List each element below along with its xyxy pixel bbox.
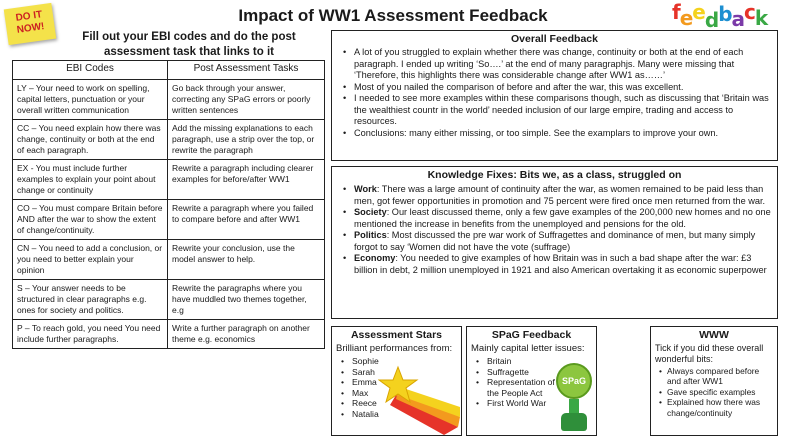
knowledge-fix-label: Politics (354, 230, 387, 240)
assessment-stars-box (331, 326, 462, 436)
knowledge-fix-item (354, 207, 771, 230)
www-item: • Gave specific examples (667, 387, 773, 397)
knowledge-fix-item (354, 253, 771, 276)
post-task-cell: Rewrite your conclusion, use the model answer to help. (168, 240, 325, 280)
list-item: • Conclusions: many either missing, or too simple. See the examplars to improve your own. (354, 128, 771, 140)
ebi-code-cell: EX - You must include further examples to explain your point about change or continuity (13, 160, 168, 200)
ebi-code-cell: S – Your answer needs to be structured in clear paragraphs e.g. ones for society and politics. (13, 280, 168, 320)
post-task-cell: Rewrite a paragraph including clearer examples for before/after WW1 (168, 160, 325, 200)
spag-item: • Suffragette (487, 367, 559, 378)
table-row (13, 240, 325, 280)
spag-item: • First World War (487, 398, 559, 409)
spag-stamp-label: SPaG (556, 363, 592, 399)
spag-items-list (471, 356, 559, 409)
knowledge-fix-item (354, 230, 771, 253)
www-subheading: Tick if you did these overall wonderful bits: (655, 343, 764, 364)
post-task-cell: Add the missing explanations to each paragraph, use a strip over the top, or rewrite the paragraph (168, 120, 325, 160)
knowledge-fixes-heading: Knowledge Fixes: Bits we, as a class, struggled on (427, 169, 682, 181)
column-header-ebi-codes: EBI Codes (13, 61, 168, 80)
spag-stamp-icon (555, 363, 593, 433)
star-name: • Emma (352, 377, 457, 388)
post-task-cell: Go back through your answer, correcting any SPaG errors or poorly written sentences (168, 80, 325, 120)
column-header-post-tasks: Post Assessment Tasks (168, 61, 325, 80)
knowledge-fixes-list (338, 184, 771, 276)
overall-feedback-box (331, 30, 778, 161)
spag-feedback-heading: SPaG Feedback (491, 329, 572, 341)
spag-item: • Representation of the People Act (487, 377, 559, 398)
table-row (13, 200, 325, 240)
table-row (13, 160, 325, 200)
www-item: • Explained how there was change/continuity (667, 397, 773, 418)
knowledge-fix-text: : Most discussed the pre war work of Suffragettes and dominance of men, but many simply forgot to say ‘Women did not have the vote (suffrage) (354, 230, 756, 252)
star-name: • Max (352, 388, 457, 399)
list-item: • A lot of you struggled to explain whether there was change, continuity or both at the end of each paragraph. I ended up writing ‘So….’ at the end of many paragraphjs. Many were missing that ‘Therefore, this highlights there was considerable change after WW1 as……’ (354, 47, 771, 82)
table-row (13, 320, 325, 349)
page-title: Impact of WW1 Assessment Feedback (238, 6, 548, 25)
knowledge-fix-label: Economy (354, 253, 396, 263)
assessment-stars-heading: Assessment Stars (350, 329, 443, 341)
star-name: • Sarah (352, 367, 457, 378)
ebi-code-cell: CN – You need to add a conclusion, or you need to better explain your opinion (13, 240, 168, 280)
spag-feedback-subheading: Mainly capital letter issues: (471, 343, 585, 354)
knowledge-fix-text: : There was a large amount of continuity after the war, as women remained to be paid less than men, got fewer opportunities in promotion and 75 percent were fired once men returned from the war. (354, 184, 766, 206)
ebi-code-cell: CO – You must compare Britain before AND after the war to show the extent of change/continuity. (13, 200, 168, 240)
www-box (650, 326, 778, 436)
sticky-note-text: DO IT NOW! (14, 9, 46, 36)
ebi-code-cell: LY – Your need to work on spelling, capital letters, punctuation or your overall written communication (13, 80, 168, 120)
feedback-logo: feedback (672, 0, 768, 32)
ebi-code-cell: P – To reach gold, you need You need include further paragraphs. (13, 320, 168, 349)
knowledge-fixes-box (331, 166, 778, 319)
post-task-cell: Write a further paragraph on another theme e.g. economics (168, 320, 325, 349)
star-name: • Sophie (352, 356, 457, 367)
www-items-list (655, 366, 773, 418)
overall-feedback-list (338, 47, 771, 139)
post-task-cell: Rewrite the paragraphs where you have muddled two themes together, e.g (168, 280, 325, 320)
list-item: • Most of you nailed the comparison of before and after the war, this was excellent. (354, 82, 771, 94)
overall-feedback-heading: Overall Feedback (511, 33, 598, 45)
table-header-row (13, 61, 325, 80)
spag-item: • Britain (487, 356, 559, 367)
shooting-star-icon (378, 365, 460, 435)
knowledge-fix-text: : You needed to give examples of how Britain was in such a bad shape after the war: £3 billion in debt, 2 million unemployed in 1921 and also American overtaking it as economic superpower (354, 253, 767, 275)
knowledge-fix-label: Society (354, 207, 387, 217)
spag-feedback-box (466, 326, 597, 436)
post-task-cell: Rewrite a paragraph where you failed to compare before and after WW1 (168, 200, 325, 240)
instructions-text: Fill out your EBI codes and do the post assessment task that links to it (82, 31, 296, 58)
star-name: • Natalia (352, 409, 457, 420)
www-item: • Always compared before and after WW1 (667, 366, 773, 387)
table-row (13, 280, 325, 320)
table-row (13, 80, 325, 120)
assessment-stars-subheading: Brilliant performances from: (336, 343, 453, 354)
list-item: • I needed to see more examples within these comparisons though, such as discussing that ‘Britain was the wealthiest countr in the world’ needed inclusion of our large empire, trading and access to resources. (354, 93, 771, 128)
knowledge-fix-text: : Our least discussed theme, only a few gave examples of the 200,000 new homes and no one mentioned the increase in benefits from the unemployed and pensions for the old. (354, 207, 771, 229)
star-name: • Reece (352, 398, 457, 409)
ebi-code-cell: CC – You need explain how there was change, continuity or both at the end of each paragraph. (13, 120, 168, 160)
knowledge-fix-label: Work (354, 184, 377, 194)
table-row (13, 120, 325, 160)
ebi-codes-table (12, 60, 325, 349)
knowledge-fix-item (354, 184, 771, 207)
www-heading: WWW (699, 329, 729, 341)
